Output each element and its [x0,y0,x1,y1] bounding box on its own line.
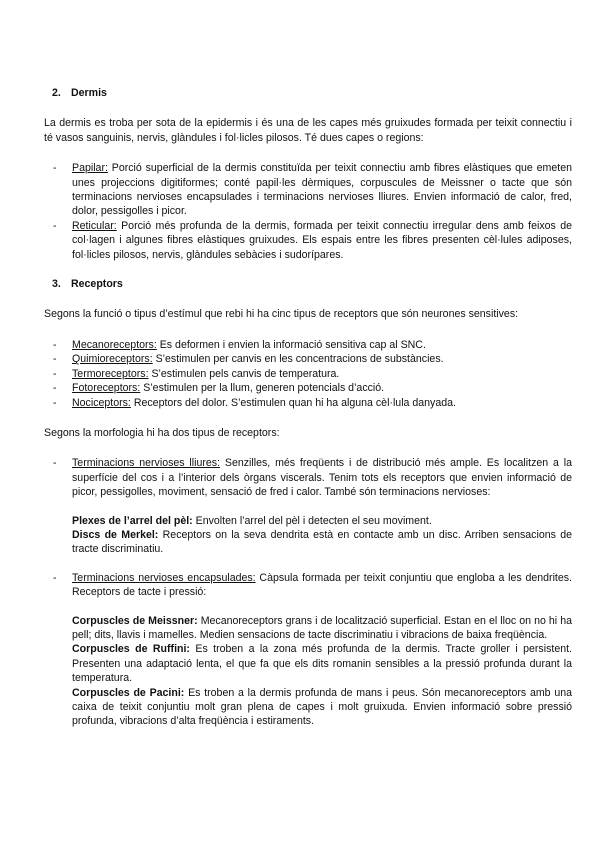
section-number: 2. [52,87,61,99]
dermis-intro: La dermis es troba per sota de la epidermis i és una de les capes més gruixudes formada per teixit connectiu i té vasos sanguinis, nervis, glàndules i fol·licles pilosos. Té dues capes o regions: [44,117,572,144]
term-quimioreceptors: Quimioreceptors: [72,353,153,366]
receptor-morphology-list [44,456,572,729]
dash-bullet: - [53,571,57,584]
dash-bullet: - [53,367,57,380]
list-item [44,381,572,395]
section-heading-dermis [44,86,572,100]
sub-item-ruffini [72,642,572,685]
item-text: S’estimulen per la llum, generen potencials d’acció. [140,382,385,395]
term-mecanoreceptors: Mecanoreceptors: [72,338,157,351]
term-free-endings: Terminacions nervioses lliures: [72,457,221,470]
term-nociceptors: Nociceptors: [72,396,131,409]
sub-item-name: Corpuscles de Ruffini: [72,643,190,656]
dash-bullet: - [53,162,57,175]
sub-item-name: Discs de Merkel: [72,528,159,541]
section-heading-receptors [44,277,572,291]
sub-item-text: Es troben a la zona més profunda de la dermis. Tracte groller i persistent. Presenten una adaptació lenta, el que fa que els dits romanin sensibles a la pressió profunda durant la temperatura. [72,643,572,685]
sub-item-text: Es troben a la dermis profunda de mans i peus. Són mecanoreceptors amb una caixa de teixit conjuntiu molt gran plena de capes i molt gruixuda. Envien informació sobre pressió profunda, vibracions d’alta freqüència i estiraments. [72,686,572,728]
sub-item-name: Corpuscles de Pacini: [72,686,185,699]
dash-bullet: - [53,382,57,395]
item-text: Càpsula formada per teixit conjuntiu que engloba a les dendrites. Receptors de tacte i pressió: [72,571,572,599]
item-text: Senzilles, més freqüents i de distribució més ample. Es localitzen a la superfície del cos i a l’interior dels òrgans viscerals. Tenim tots els receptors que envien informació de picor, pessigolles, moviment, sensació de fred i calor. També són terminacions nervioses: [72,457,572,499]
sub-item-meissner [72,614,572,643]
item-text: Porció més profunda de la dermis, formada per teixit connectiu irregular dens amb feixos de col·lagen i algunes fibres elàstiques gruixudes. Els espais entre les fibres presenten cèl·lules adiposes, fol·licles pilosos, nervis, glàndules sebàcies i sudorípares. [72,219,572,261]
dash-bullet: - [53,353,57,366]
term-papilar: Papilar: [72,162,108,175]
item-text: S’estimulen pels canvis de temperatura. [148,367,340,380]
item-text: Es deformen i envien la informació sensitiva cap al SNC. [156,338,426,351]
term-encapsulated: Terminacions nervioses encapsulades: [72,571,256,584]
section-title: Dermis [71,87,107,99]
sub-item-name: Plexes de l’arrel del pèl: [72,514,193,527]
list-item-free-endings [44,456,572,556]
list-item-encapsulated [44,571,572,729]
document-page [44,86,572,729]
sub-item-text: Receptors on la seva dendrita està en contacte amb un disc. Arriben sensacions de tracte discriminatiu. [72,528,572,556]
sub-item-merkel [72,528,572,557]
list-item [44,367,572,381]
list-item [44,161,572,219]
term-fotoreceptors: Fotoreceptors: [72,382,141,395]
dash-bullet: - [53,457,57,470]
list-item [44,352,572,366]
section-title: Receptors [71,278,123,291]
receptors-intro: Segons la funció o tipus d’estímul que rebi hi ha cinc tipus de receptors que són neurones sensitives: [44,308,519,321]
receptor-function-list [44,338,572,410]
dash-bullet: - [53,338,57,351]
sub-item-name: Corpuscles de Meissner: [72,614,198,627]
term-reticular: Reticular: [72,219,117,232]
sub-item-text: Mecanoreceptors grans i de localització superficial. Estan en el lloc on no hi ha pell; dits, llavis i mamelles. Medien sensacions de tacte discriminatiu i vibracions de baixa freqüència. [72,614,572,641]
list-item [44,338,572,352]
item-text: S’estimulen per canvis en les concentracions de substàncies. [152,353,444,366]
sub-item-plexes [72,514,572,528]
list-item [44,219,572,262]
list-item [44,396,572,410]
morphology-intro: Segons la morfologia hi ha dos tipus de receptors: [44,426,280,439]
item-text: Receptors del dolor. S’estimulen quan hi ha alguna cèl·lula danyada. [130,396,456,409]
dash-bullet: - [53,396,57,409]
item-text: Porció superficial de la dermis constituïda per teixit connectiu amb fibres elàstiques que emeten unes projeccions digitiformes; conté papil·les dèrmiques, corpuscules de Meissner o tacte que són terminacions nervioses encapsulades i terminacions nervioses lliures. Envien informació de calor, fred, dolor, pessigolles i picor. [72,162,572,218]
dermis-layers-list [44,161,572,262]
term-termoreceptors: Termoreceptors: [72,367,149,380]
dash-bullet: - [53,219,57,232]
section-number: 3. [52,278,61,291]
sub-item-pacini [72,686,572,729]
sub-item-text: Envolten l’arrel del pèl i detecten el seu moviment. [192,514,432,527]
